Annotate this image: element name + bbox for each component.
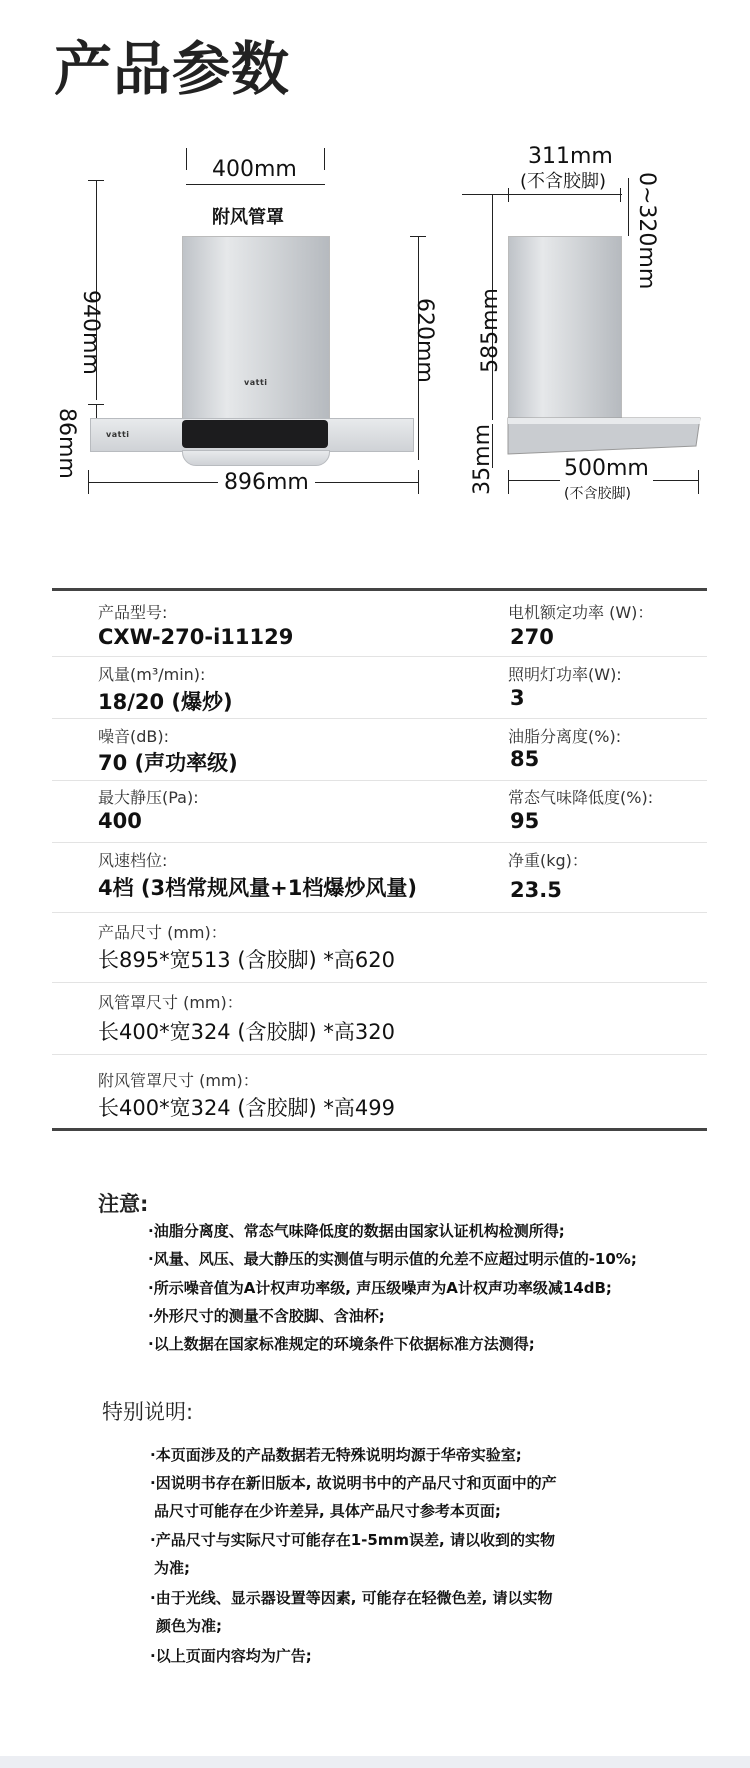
side-chimney [508,236,622,420]
note-item: ·风量、风压、最大静压的实测值与明示值的允差不应超过明示值的-10%; [148,1250,637,1268]
special-item: 为准; [154,1559,190,1577]
airflow-label: 风量(m³/min): [98,665,206,684]
row-divider [52,1054,707,1055]
brand-logo: vatti [244,378,268,387]
dim-tick [324,148,325,170]
note-item: ·以上数据在国家标准规定的环境条件下依据标准方法测得; [148,1335,535,1353]
dim-tick [186,148,187,170]
special-heading: 特别说明: [102,1400,194,1424]
front-total-height: 940mm [78,290,103,375]
table-bottom-rule [52,1128,707,1131]
power-label: 电机额定功率 (W)： [508,603,654,622]
light-value: 3 [510,686,525,710]
duct-size-label: 风管罩尺寸 (mm)： [98,993,243,1012]
grease-label: 油脂分离度(%): [508,727,622,746]
noise-label: 噪音(dB): [98,727,170,746]
front-panel-height: 86mm [54,408,79,479]
pressure-label: 最大静压(Pa): [98,788,199,807]
size-value: 长895*宽513 (含胶脚) *高620 [98,948,395,972]
airflow-value: 18/20 (爆炒) [98,690,233,714]
odor-value: 95 [510,809,540,833]
front-width-top: 400mm [212,157,297,182]
note-item: ·所示噪音值为A计权声功率级, 声压级噪声为A计权声功率级减14dB; [148,1279,612,1297]
special-item: ·由于光线、显示器设置等因素, 可能存在轻微色差, 请以实物 [150,1589,553,1607]
row-divider [52,656,707,657]
dim-tick [508,188,509,202]
hood-base [182,450,330,466]
front-hood-height: 620mm [412,298,437,383]
noise-value: 70 (声功率级) [98,751,238,775]
table-top-rule [52,588,707,591]
bottom-strip [0,1756,750,1768]
special-item: 品尺寸可能存在少许差异, 具体产品尺寸参考本页面; [154,1502,501,1520]
dim-line [186,184,325,185]
odor-label: 常态气味降低度(%): [508,788,654,807]
special-item: ·本页面涉及的产品数据若无特殊说明均源于华帝实验室; [150,1446,522,1464]
model-label: 产品型号: [98,603,168,622]
dim-tick [508,470,509,494]
speed-label: 风速档位: [98,851,168,870]
side-hood-body [500,410,704,460]
duct-cover-label: 附风管罩 [212,207,284,228]
special-item: ·产品尺寸与实际尺寸可能存在1-5mm误差, 请以收到的实物 [150,1531,555,1549]
row-divider [52,912,707,913]
side-bottom-height: 35mm [470,424,495,495]
dim-tick [698,470,699,494]
front-width-bottom: 896mm [218,470,315,495]
row-divider [52,780,707,781]
model-value: CXW-270-i11129 [98,625,294,649]
power-value: 270 [510,625,554,649]
size-label: 产品尺寸 (mm)： [98,923,227,942]
page-title: 产品参数 [54,35,291,103]
row-divider [52,982,707,983]
speed-value: 4档 (3档常规风量+1档爆炒风量) [98,876,417,900]
special-item: 颜色为准; [156,1617,222,1635]
extra-duct-value: 长400*宽324 (含胶脚) *高499 [98,1096,395,1120]
dim-tick [620,188,621,202]
brand-logo-small: vatti [106,430,130,439]
special-item: ·以上页面内容均为广告; [150,1647,312,1665]
dim-line [462,194,622,195]
side-depth-top-note: (不含胶脚) [520,171,607,192]
notes-heading: 注意: [98,1192,149,1216]
hood-chimney [182,236,330,420]
side-depth-top: 311mm [528,144,613,169]
extra-duct-label: 附风管罩尺寸 (mm)： [98,1071,259,1090]
special-item: ·因说明书存在新旧版本, 故说明书中的产品尺寸和页面中的产 [150,1474,557,1492]
row-divider [52,718,707,719]
side-depth-bottom-note: (不含胶脚) [564,486,631,502]
duct-size-value: 长400*宽324 (含胶脚) *高320 [98,1020,395,1044]
side-duct-range: 0~320mm [634,172,659,290]
side-body-height: 585mm [478,288,503,373]
dim-line [628,178,629,236]
note-item: ·油脂分离度、常态气味降低度的数据由国家认证机构检测所得; [148,1222,565,1240]
side-depth-bottom: 500mm [560,456,653,481]
note-item: ·外形尺寸的测量不含胶脚、含油杯; [148,1307,385,1325]
row-divider [52,842,707,843]
light-label: 照明灯功率(W): [508,665,622,684]
grease-value: 85 [510,747,540,771]
control-panel [182,420,328,448]
weight-value: 23.5 [510,878,562,902]
pressure-value: 400 [98,809,142,833]
weight-label: 净重(kg)： [508,851,588,870]
